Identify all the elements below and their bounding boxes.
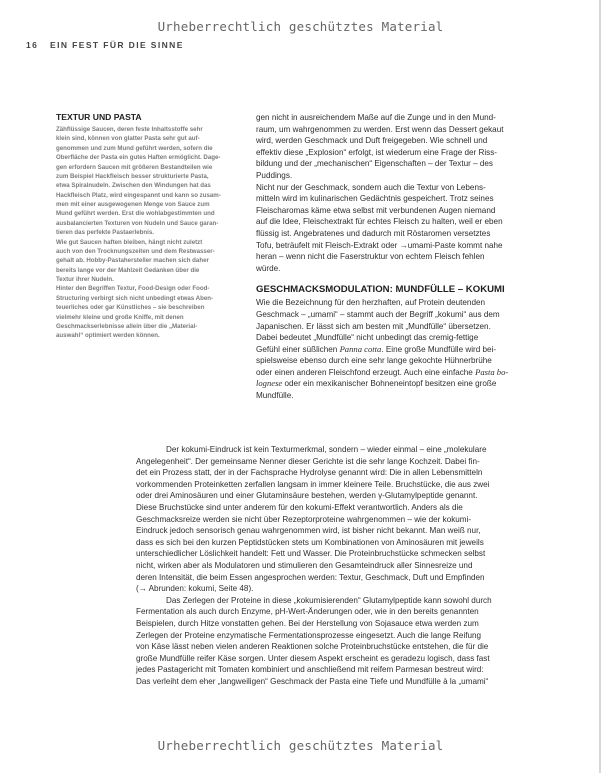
sidebar-line: Hackfleisch Platz, wird eingespannt und kann so zusam- (56, 191, 221, 199)
sidebar-line: Structuring verbirgt sich nicht unbedingt etwas Aben- (56, 294, 214, 302)
page-number: 16 (26, 40, 39, 50)
body-line: spielsweise ebenso durch eine sehr lange gekochte Hühnerbrühe (256, 356, 492, 366)
body-line: flüssig ist. Angebratenes und dadurch mit Röstaromen versetztes (256, 228, 491, 238)
body-line: mitteln wird im kulinarischen Gedächtnis gespeichert. Trotz seines (256, 194, 494, 204)
body-line: Diese Bruchstücke sind unter anderem für den kokumi-Effekt verantwortlich. Anders als die (136, 502, 463, 512)
body-line: Der kokumi-Eindruck ist kein Texturmerkmal, sondern – wieder einmal – eine „molekulare (166, 445, 487, 454)
watermark-top: Urheberrechtlich geschütztes Material (157, 19, 444, 34)
sidebar-line: zum Beispiel Hackfleisch besser strukturierte Pasta, (56, 172, 209, 180)
body-line: wird, werden Geschmack und Duft freigegeben. Wie schnell und (256, 136, 488, 146)
wide-text-block (136, 444, 542, 687)
sidebar-line: auch von den Trocknungszeiten und dem Restwasser- (56, 247, 215, 255)
body-line (256, 344, 538, 356)
body-line: effektiv diese „Explosion“ erfolgt, ist wiederum eine Frage der Riss- (256, 147, 497, 157)
body-line: jedes Pastagericht mit Tomaten kombiniert und anschließend mit reifem Parmesan bestreut wird: (136, 665, 484, 675)
dish-name-italic: Panna cotta (339, 343, 382, 354)
body-line: heran – wenn nicht die Faserstruktur von echtem Fleisch fehlen (256, 252, 485, 262)
body-line: unterschiedlicher Löslichkeit handelt: Fett und Wasser. Die Proteinbruchstücke schmecken selbst (136, 549, 486, 559)
body-line: bildung und der „mechanischen“ Eigenschaften – der Textur – des (256, 159, 493, 169)
sidebar-line: Hinter den Begriffen Textur, Food-Design oder Food- (56, 285, 210, 293)
body-line: dass es sich bei den kurzen Peptidstücken stets um Kombinationen von Aminosäuren mit jeweils (136, 537, 484, 547)
section-title: EIN FEST FÜR DIE SINNE (50, 40, 184, 50)
sidebar-line: Geschmackserlebnisse allein über die „Material- (56, 322, 198, 330)
body-line: große Mundfülle reifer Käse sorgen. Unter diesem Aspekt erscheint es geradezu logisch, dass fast (136, 653, 490, 663)
body-line: nicht, wirken aber als Modulatoren und stimulieren den Gesamteindruck aller Sinnesreize und (136, 560, 473, 570)
sidebar-line: Oberfläche der Pasta ein gutes Haften ermöglicht. Dage- (56, 154, 221, 162)
body-line: Geschmack – „umami“ – stammt auch der Begriff „kokumi“ aus dem (256, 309, 500, 319)
body-line: Angelegenheit“. Der gemeinsame Nenner dieser Gerichte ist die sehr lange Kochzeit. Dabei fin- (136, 456, 480, 466)
dish-name-italic: Pasta bo- (475, 366, 509, 377)
body-line: Puddings. (256, 170, 293, 180)
body-line: Das verleiht dem eher „langweiligen“ Geschmack der Pasta eine Tiefe und Mundfülle à la „umami“ (136, 676, 489, 686)
body-line: Japanischen. Er lässt sich am besten mit „Mundfülle“ übersetzen. (256, 321, 491, 331)
sidebar-line: auswahl“ optimiert werden können. (56, 332, 160, 340)
sidebar-line: Mund geführt werden. Erst die wohlabgestimmten und (56, 210, 215, 218)
main-column (256, 112, 538, 402)
body-line: Tofu, beträufelt mit Fleisch-Extrakt oder →umami-Paste kommt nahe (256, 240, 503, 250)
body-line: Fleischaromas käme etwa selbst mit verbundenen Augen niemand (256, 205, 496, 215)
dish-name-italic: lognese (256, 378, 283, 389)
body-line: gen nicht in ausreichendem Maße auf die Zunge und in den Mund- (256, 113, 496, 122)
body-text: oder ein mexikanischer Bohneneintopf besitzen eine große (282, 379, 497, 389)
body-line (256, 367, 538, 379)
sidebar-title: TEXTUR UND PASTA (56, 112, 142, 122)
running-header (26, 40, 184, 50)
body-line: Dabei bedeutet „Mundfülle“ nicht unbedingt das cremig-fettige (256, 333, 479, 343)
body-line: Fermentation als auch durch Enzyme, pH-Wert-Änderungen oder, wie in den bereits genannten (136, 607, 479, 617)
body-line (256, 378, 538, 390)
sidebar-line: etwa Spiralnudeln. Zwischen den Windungen hat das (56, 182, 211, 190)
body-line: Wie die Bezeichnung für den herzhaften, auf Protein deutenden (256, 298, 486, 308)
body-line: auf die Idee, Fleischextrakt für echtes Fleisch zu halten, weil er eben (256, 217, 503, 227)
watermark-bottom: Urheberrechtlich geschütztes Material (157, 738, 444, 753)
sidebar-line: vielmehr kleine und große Kniffe, mit denen (56, 313, 184, 321)
body-line: oder drei Aminosäuren und einer Glutaminsäure bestehen, werden γ-Glutamylpeptide genannt. (136, 491, 478, 501)
sidebar-line: gehalt ab. Hobby-Pastahersteller machen sich daher (56, 257, 209, 265)
body-line: deren Intensität, die beim Essen angesprochen werden: Textur, Geschmack, Duft und Empfinden (136, 572, 485, 582)
body-line: würde. (256, 263, 281, 273)
body-line: Beispielen, durch Hitze vonstatten gehen. Bei der Herstellung von Sojasauce etwa werden zum (136, 618, 479, 628)
body-line: (→ Abrunden: kokumi, Seite 48). (136, 584, 254, 594)
body-line: raum, um wahrgenommen zu werden. Erst wenn das Dessert gekaut (256, 124, 504, 134)
section-heading: GESCHMACKSMODULATION: MUNDFÜLLE – KOKUMI (256, 284, 505, 296)
body-line: det ein Prozess statt, der in der Fachsprache Hydrolyse genannt wird: Die in allen Lebensmitteln (136, 468, 483, 478)
body-line: Mundfülle. (256, 391, 294, 401)
sidebar-box-texture-pasta (56, 112, 242, 341)
sidebar-line: Zähflüssige Saucen, deren feste Inhaltsstoffe sehr (56, 126, 203, 133)
sidebar-line: tieren das perfekte Pastaerlebnis. (56, 229, 154, 237)
body-line: Geschmacksreize werden sie nicht über Rezeptorproteine wahrgenommen – wie der kokumi- (136, 514, 472, 524)
body-line: Das Zerlegen der Proteine in diese „kokumisierenden“ Glutamylpeptide kann sowohl durch (166, 595, 492, 605)
body-text: . Eine große Mundfülle wird bei- (381, 344, 497, 354)
sidebar-line: Wie gut Saucen haften bleiben, hängt nicht zuletzt (56, 238, 203, 246)
sidebar-line: Textur ihrer Nudeln. (56, 276, 114, 283)
sidebar-line: genommen und zum Mund geführt werden, sofern die (56, 144, 213, 152)
body-line: vorkommenden Proteinketten zerfallen langsam in immer kleinere Teile. Bruchstücke, die aus zwei (136, 479, 490, 489)
sidebar-line: teuerliches oder gar Künstliches – sie beschreiben (56, 304, 205, 312)
body-text: oder einen anderen Fleischfond erzeugt. Auch eine einfache (256, 367, 476, 377)
sidebar-line: men mit einer ausgewogenen Menge von Sauce zum (56, 201, 210, 208)
sidebar-line: bereits lange vor der Mahlzeit Gedanken über die (56, 266, 200, 274)
body-line: Eindruck jedoch sensorisch genau wahrgenommen wird, ist bisher nicht bekannt. Man weiß nur, (136, 526, 481, 536)
sidebar-line: ausbalancierten Texturen von Nudeln und Sauce garan- (56, 219, 219, 227)
body-line: Zerlegen der Proteine enzymatische Fermentationsprozesse eingesetzt. Auch die lange Reifung (136, 630, 482, 640)
sidebar-line: gen erfordern Saucen mit größeren Bestandteilen wie (56, 163, 213, 171)
body-line: Nicht nur der Geschmack, sondern auch die Textur von Lebens- (256, 182, 486, 192)
body-line: von Käse lässt neben vielen anderen Reaktionen solche Proteinbruchstücke entstehen, die für die (136, 642, 489, 652)
body-text: Gefühl einer süßlichen (256, 344, 340, 354)
sidebar-line: klein sind, können von glatter Pasta sehr gut auf- (56, 135, 200, 143)
